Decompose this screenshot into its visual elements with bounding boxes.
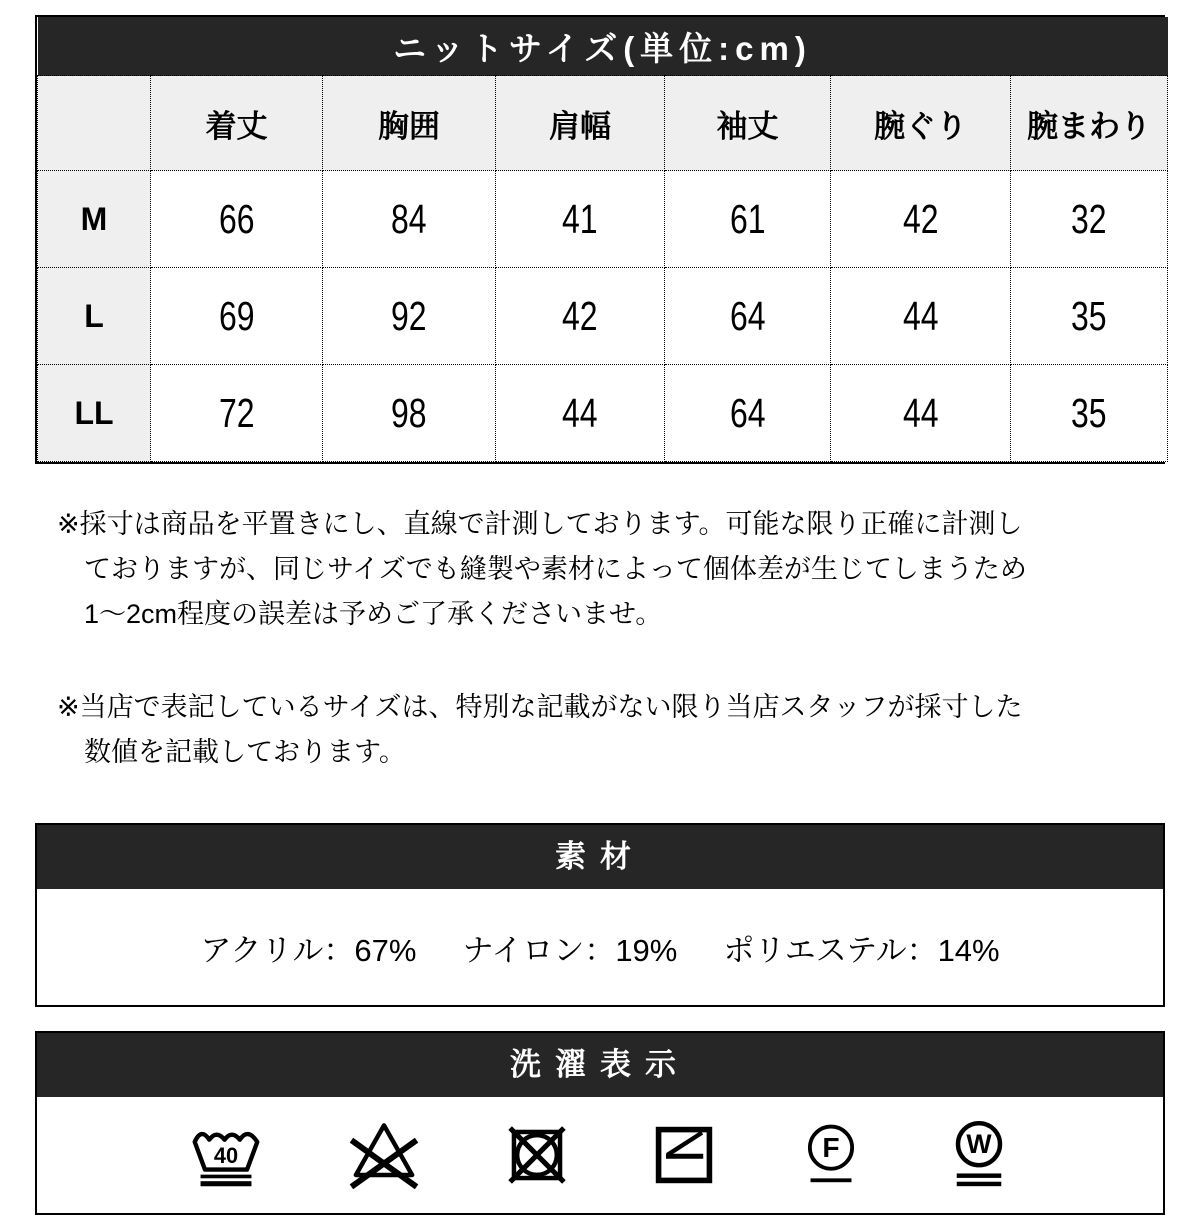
cell-value: 66: [151, 171, 323, 268]
note-line: 1〜2cm程度の誤差は予めご了承くださいませ。: [84, 599, 663, 629]
machine-wash-40-very-gentle-icon: [189, 1123, 263, 1187]
svg-text:F: F: [822, 1132, 840, 1164]
size-table-wrap: [35, 15, 1165, 464]
laundry-heading: 洗濯表示: [37, 1033, 1163, 1097]
table-row-l: [38, 268, 1168, 365]
note-line: ておりますが、同じサイズでも縫製や素材によって個体差が生じてしまうため: [84, 554, 1027, 584]
corner-cell: [38, 76, 151, 171]
table-row-m: [38, 171, 1168, 268]
svg-text:W: W: [966, 1129, 992, 1160]
size-label-m: M: [38, 171, 151, 268]
cell-value: 92: [323, 268, 496, 365]
cell-value: 69: [151, 268, 323, 365]
note-staff-measured: [57, 685, 1165, 775]
size-label-l: L: [38, 268, 151, 365]
material-composition: [37, 889, 1163, 1005]
do-not-bleach-icon: [347, 1118, 421, 1192]
note-line: ※当店で表記しているサイズは、特別な記載がない限り当店スタッフが採寸した: [57, 692, 1023, 722]
drycleaning-petroleum-gentle-icon: [799, 1122, 863, 1188]
cell-value: 41: [496, 171, 665, 268]
cell-value: 42: [496, 268, 665, 365]
col-header-arm-circumference: 腕まわり: [1011, 76, 1168, 171]
material-heading: 素材: [37, 825, 1163, 889]
wet-cleaning-very-gentle-icon: [947, 1120, 1011, 1190]
col-header-sleeve: 袖丈: [665, 76, 831, 171]
cell-value: 72: [151, 365, 323, 462]
col-header-armhole: 腕ぐり: [831, 76, 1011, 171]
material-item-polyester: ポリエステル：14%: [723, 932, 1000, 968]
cell-value: 32: [1011, 171, 1168, 268]
cell-value: 64: [665, 365, 831, 462]
material-item-nylon: ナイロン：19%: [462, 932, 678, 968]
note-line: 数値を記載しております。: [84, 737, 406, 767]
cell-value: 84: [323, 171, 496, 268]
cell-value: 42: [831, 171, 1011, 268]
note-measurement-accuracy: [57, 502, 1165, 637]
flat-dry-in-shade-icon: [653, 1124, 715, 1186]
cell-value: 44: [496, 365, 665, 462]
cell-value: 44: [831, 268, 1011, 365]
cell-value: 64: [665, 268, 831, 365]
size-label-ll: LL: [38, 365, 151, 462]
cell-value: 98: [323, 365, 496, 462]
size-table: [37, 17, 1168, 462]
col-header-length: 着丈: [151, 76, 323, 171]
table-row-ll: [38, 365, 1168, 462]
do-not-tumble-dry-icon: [505, 1123, 569, 1187]
col-header-shoulder: 肩幅: [496, 76, 665, 171]
cell-value: 35: [1011, 268, 1168, 365]
laundry-symbols-row: [37, 1097, 1163, 1213]
cell-value: 44: [831, 365, 1011, 462]
svg-text:40: 40: [213, 1143, 239, 1168]
col-header-chest: 胸囲: [323, 76, 496, 171]
material-section: [35, 823, 1165, 1007]
laundry-section: [35, 1031, 1165, 1215]
measurement-notes: [57, 502, 1165, 775]
cell-value: 61: [665, 171, 831, 268]
cell-value: 35: [1011, 365, 1168, 462]
note-line: ※採寸は商品を平置きにし、直線で計測しております。可能な限り正確に計測し: [57, 509, 1023, 539]
size-table-title: ニットサイズ(単位:cm): [38, 17, 1168, 76]
material-item-acrylic: アクリル：67%: [200, 932, 417, 968]
